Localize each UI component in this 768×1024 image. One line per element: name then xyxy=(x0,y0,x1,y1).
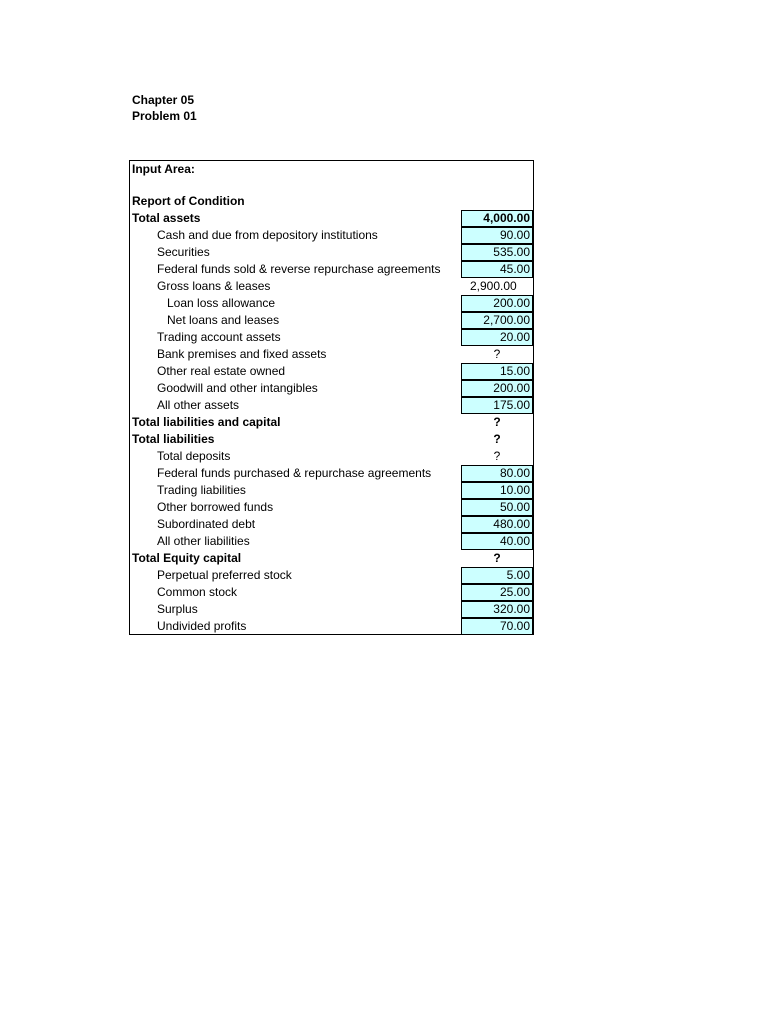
row-surplus xyxy=(130,601,533,618)
row-loan-loss-allowance xyxy=(130,295,533,312)
row-cash xyxy=(130,227,533,244)
cell-total-equity: ? xyxy=(493,551,501,565)
cell-loan-loss-allowance[interactable]: 200.00 xyxy=(461,295,533,312)
label-other-real-estate: Other real estate owned xyxy=(157,364,286,378)
label-preferred-stock: Perpetual preferred stock xyxy=(157,568,292,582)
row-subordinated-debt xyxy=(130,516,533,533)
row-total-assets xyxy=(130,210,533,227)
row-other-borrowed xyxy=(130,499,533,516)
label-all-other-assets: All other assets xyxy=(157,398,240,412)
row-gross-loans xyxy=(130,278,533,295)
label-bank-premises: Bank premises and fixed assets xyxy=(157,347,327,361)
cell-bank-premises: ? xyxy=(493,347,501,361)
row-other-real-estate xyxy=(130,363,533,380)
cell-undivided-profits[interactable]: 70.00 xyxy=(461,618,533,635)
label-fed-funds-sold: Federal funds sold & reverse repurchase agreements xyxy=(157,262,441,276)
cell-total-liabilities: ? xyxy=(493,432,501,446)
label-trading-liabilities: Trading liabilities xyxy=(157,483,246,497)
cell-common-stock[interactable]: 25.00 xyxy=(461,584,533,601)
label-securities: Securities xyxy=(157,245,210,259)
cell-subordinated-debt[interactable]: 480.00 xyxy=(461,516,533,533)
cell-securities[interactable]: 535.00 xyxy=(461,244,533,261)
report-title: Report of Condition xyxy=(132,194,245,208)
input-area-table xyxy=(129,160,534,635)
heading-block xyxy=(132,92,197,124)
label-net-loans: Net loans and leases xyxy=(167,313,280,327)
row-all-other-liabilities xyxy=(130,533,533,550)
row-securities xyxy=(130,244,533,261)
cell-trading-assets[interactable]: 20.00 xyxy=(461,329,533,346)
label-fed-funds-purchased: Federal funds purchased & repurchase agreements xyxy=(157,466,432,480)
row-bank-premises xyxy=(130,346,533,363)
cell-fed-funds-purchased[interactable]: 80.00 xyxy=(461,465,533,482)
cell-all-other-assets[interactable]: 175.00 xyxy=(461,397,533,414)
input-area-row xyxy=(130,161,533,178)
row-goodwill xyxy=(130,380,533,397)
cell-fed-funds-sold[interactable]: 45.00 xyxy=(461,261,533,278)
cell-gross-loans: 2,900.00 xyxy=(470,279,517,293)
cell-all-other-liabilities[interactable]: 40.00 xyxy=(461,533,533,550)
row-total-deposits xyxy=(130,448,533,465)
cell-total-assets[interactable]: 4,000.00 xyxy=(461,210,533,227)
input-area-label: Input Area: xyxy=(132,162,195,176)
cell-goodwill[interactable]: 200.00 xyxy=(461,380,533,397)
row-net-loans xyxy=(130,312,533,329)
label-undivided-profits: Undivided profits xyxy=(157,619,247,633)
cell-net-loans[interactable]: 2,700.00 xyxy=(461,312,533,329)
cell-other-borrowed[interactable]: 50.00 xyxy=(461,499,533,516)
label-subordinated-debt: Subordinated debt xyxy=(157,517,256,531)
label-goodwill: Goodwill and other intangibles xyxy=(157,381,318,395)
row-preferred-stock xyxy=(130,567,533,584)
label-gross-loans: Gross loans & leases xyxy=(157,279,271,293)
row-trading-liabilities xyxy=(130,482,533,499)
row-total-equity xyxy=(130,550,533,567)
cell-other-real-estate[interactable]: 15.00 xyxy=(461,363,533,380)
label-other-borrowed: Other borrowed funds xyxy=(157,500,274,514)
row-all-other-assets xyxy=(130,397,533,414)
cell-trading-liabilities[interactable]: 10.00 xyxy=(461,482,533,499)
cell-total-liabilities-capital: ? xyxy=(493,415,501,429)
problem-title: Problem 01 xyxy=(132,109,197,123)
cell-surplus[interactable]: 320.00 xyxy=(461,601,533,618)
label-cash: Cash and due from depository institutions xyxy=(157,228,378,242)
cell-total-deposits: ? xyxy=(493,449,501,463)
label-all-other-liabilities: All other liabilities xyxy=(157,534,250,548)
label-loan-loss-allowance: Loan loss allowance xyxy=(167,296,276,310)
row-common-stock xyxy=(130,584,533,601)
label-common-stock: Common stock xyxy=(157,585,238,599)
row-total-liabilities xyxy=(130,431,533,448)
label-total-assets: Total assets xyxy=(132,211,201,225)
cell-preferred-stock[interactable]: 5.00 xyxy=(461,567,533,584)
label-surplus: Surplus xyxy=(157,602,198,616)
chapter-title: Chapter 05 xyxy=(132,93,195,107)
cell-cash[interactable]: 90.00 xyxy=(461,227,533,244)
label-total-deposits: Total deposits xyxy=(157,449,231,463)
row-total-liabilities-capital xyxy=(130,414,533,431)
row-undivided-profits xyxy=(130,618,533,635)
row-fed-funds-purchased xyxy=(130,465,533,482)
row-fed-funds-sold xyxy=(130,261,533,278)
report-title-row xyxy=(130,193,533,210)
row-trading-assets xyxy=(130,329,533,346)
label-total-liabilities: Total liabilities xyxy=(132,432,215,446)
label-total-liabilities-capital: Total liabilities and capital xyxy=(132,415,281,429)
label-total-equity: Total Equity capital xyxy=(132,551,242,565)
label-trading-assets: Trading account assets xyxy=(157,330,281,344)
